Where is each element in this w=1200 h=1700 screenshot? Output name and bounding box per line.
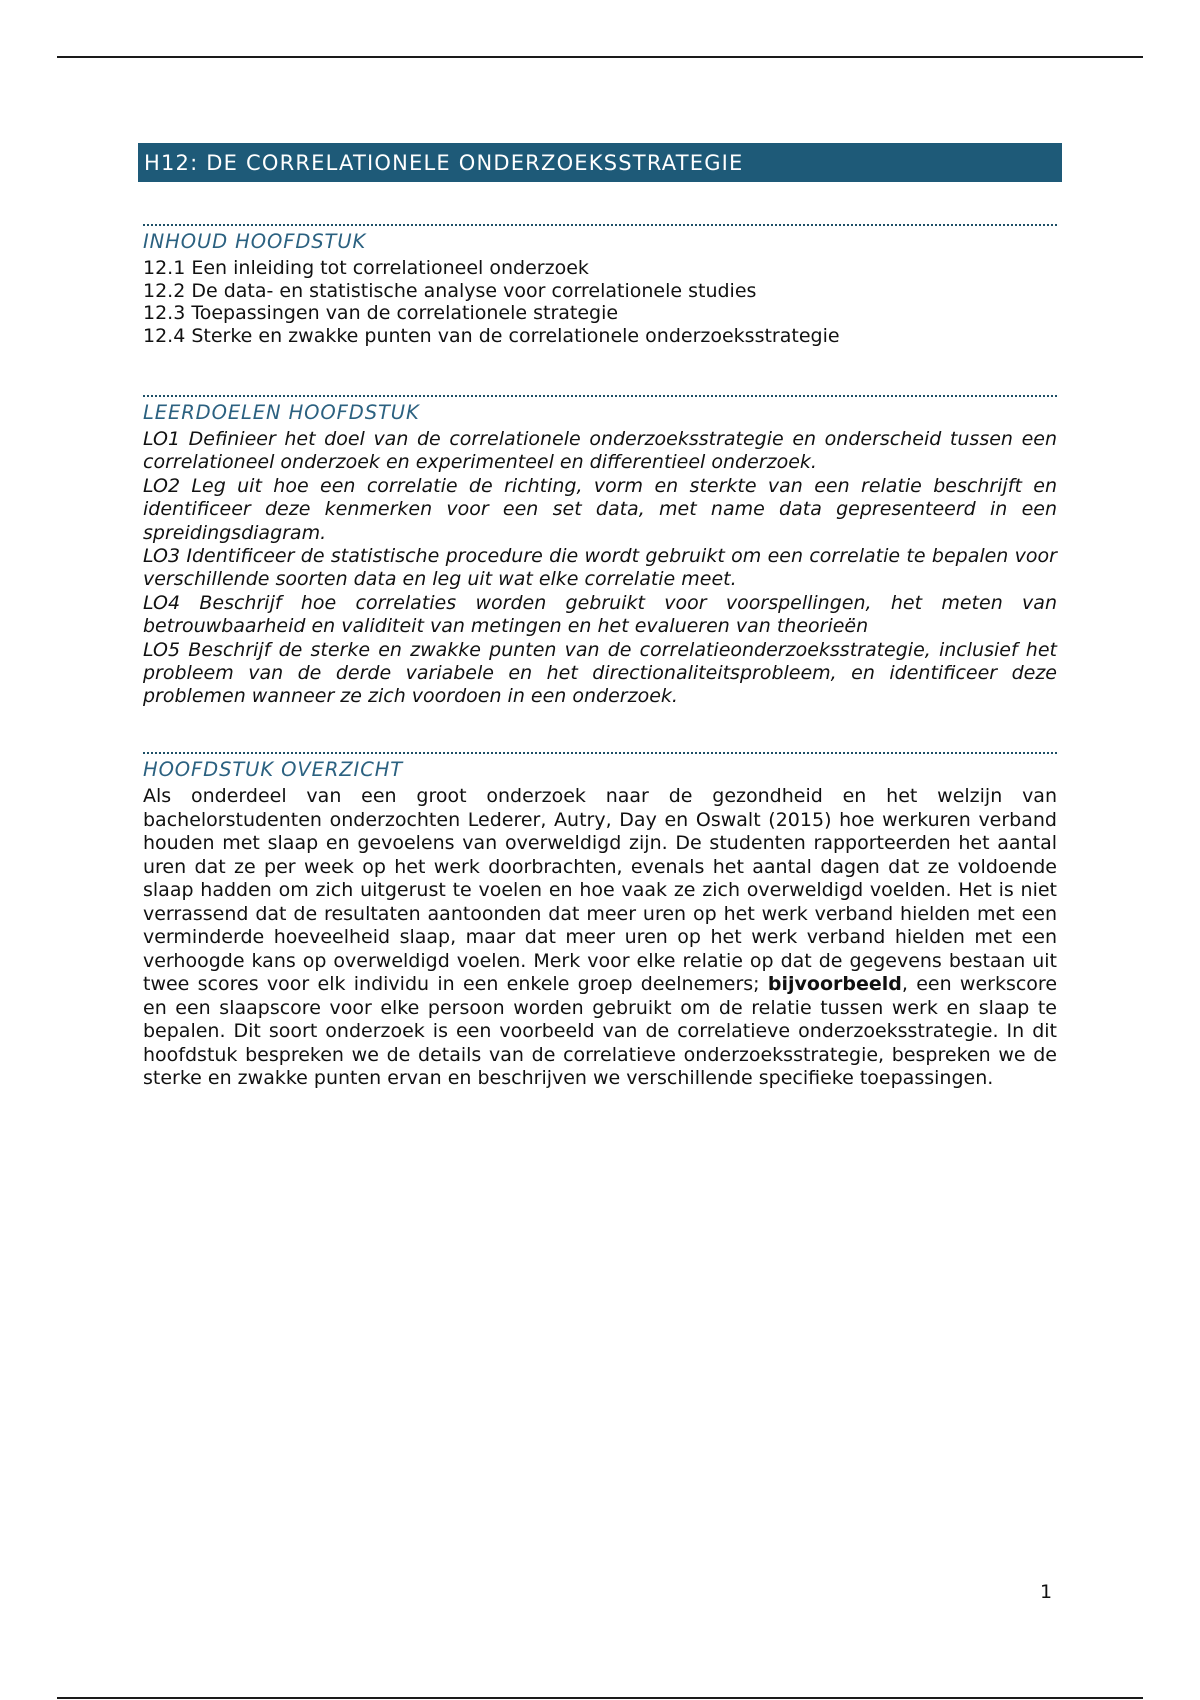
- section-divider: [143, 752, 1057, 754]
- objective-item: LO1 Definieer het doel van de correlationele onderzoeksstrategie en onderscheid tussen een correlationeel onderzoek en experimenteel en differentieel onderzoek.: [143, 428, 1057, 474]
- overview-section: [143, 752, 1057, 1091]
- toc-item: 12.1 Een inleiding tot correlationeel onderzoek: [143, 257, 589, 279]
- objectives-list: [143, 428, 1057, 709]
- overview-text: Als onderdeel van een groot onderzoek naar de gezondheid en het welzijn van bachelorstudenten onderzochten Lederer, Autry, Day en Oswalt (2015) hoe werkuren verband houden met slaap en gevoelens van overweldigd zijn. De studenten rapporteerden het aantal uren dat ze per week op het werk doorbrachten, evenals het aantal dagen dat ze voldoende slaap hadden om zich uitgerust te voelen en hoe vaak ze zich overweldigd voelden. Het is niet verrassend dat de resultaten aantoonden dat meer uren op het werk verband hielden met een verminderde hoeveelheid slaap, maar dat meer uren op het werk verband hielden met een verhoogde kans op overweldigd voelen. Merk voor elke relatie op dat de gegevens bestaan uit twee scores voor elk individu in een enkele groep deelnemers;: [143, 785, 1057, 995]
- chapter-title-bar: [138, 143, 1062, 182]
- overview-text: , een werkscore en een slaapscore voor elke persoon worden gebruikt om de relatie tussen werk en slaap te bepalen. Dit soort onderzoek is een voorbeeld van de correlatieve onderzoeksstrategie. In dit hoofdstuk bespreken we de details van de correlatieve onderzoeksstrategie, bespreken we de sterke en zwakke punten ervan en beschrijven we verschillende specifieke toepassingen.: [143, 973, 1058, 1089]
- toc-item: 12.3 Toepassingen van de correlationele strategie: [143, 302, 619, 325]
- header-rule: [57, 56, 1143, 58]
- objective-item: LO3 Identificeer de statistische procedure die wordt gebruikt om een correlatie te bepalen voor verschillende soorten data en leg uit wat elke correlatie meet.: [143, 545, 1057, 591]
- objective-item: LO2 Leg uit hoe een correlatie de richting, vorm en sterkte van een relatie beschrijft en identificeer deze kenmerken voor een set data, met name data gepresenteerd in een spreidingsdiagram.: [143, 474, 1057, 544]
- toc-item: 12.4 Sterke en zwakke punten van de correlationele onderzoeksstrategie: [143, 324, 840, 347]
- section-divider: [143, 224, 1057, 226]
- overview-bold-term: bijvoorbeeld: [767, 973, 902, 995]
- section-divider: [143, 395, 1057, 397]
- objectives-heading: LEERDOELEN HOOFDSTUK: [143, 401, 420, 424]
- contents-heading: INHOUD HOOFDSTUK: [143, 230, 367, 253]
- chapter-title: H12: DE CORRELATIONELE ONDERZOEKSSTRATEGIE: [144, 150, 744, 175]
- overview-paragraph: [143, 785, 1057, 1091]
- contents-section: [143, 224, 1057, 347]
- overview-heading: HOOFDSTUK OVERZICHT: [143, 758, 404, 781]
- objective-item: LO4 Beschrijf hoe correlaties worden gebruikt voor voorspellingen, het meten van betrouwbaarheid en validiteit van metingen en het evalueren van theorieën: [143, 591, 1057, 638]
- footer-rule: [57, 1697, 1143, 1699]
- objectives-section: [143, 395, 1057, 709]
- objective-item: LO5 Beschrijf de sterke en zwakke punten van de correlatieonderzoeksstrategie, inclusief het probleem van de derde variabele en het directionaliteitsprobleem, en identificeer deze problemen wanneer ze zich voordoen in een onderzoek.: [143, 638, 1057, 708]
- toc-item: 12.2 De data- en statistische analyse voor correlationele studies: [143, 279, 757, 302]
- page-number: 1: [1040, 1581, 1053, 1603]
